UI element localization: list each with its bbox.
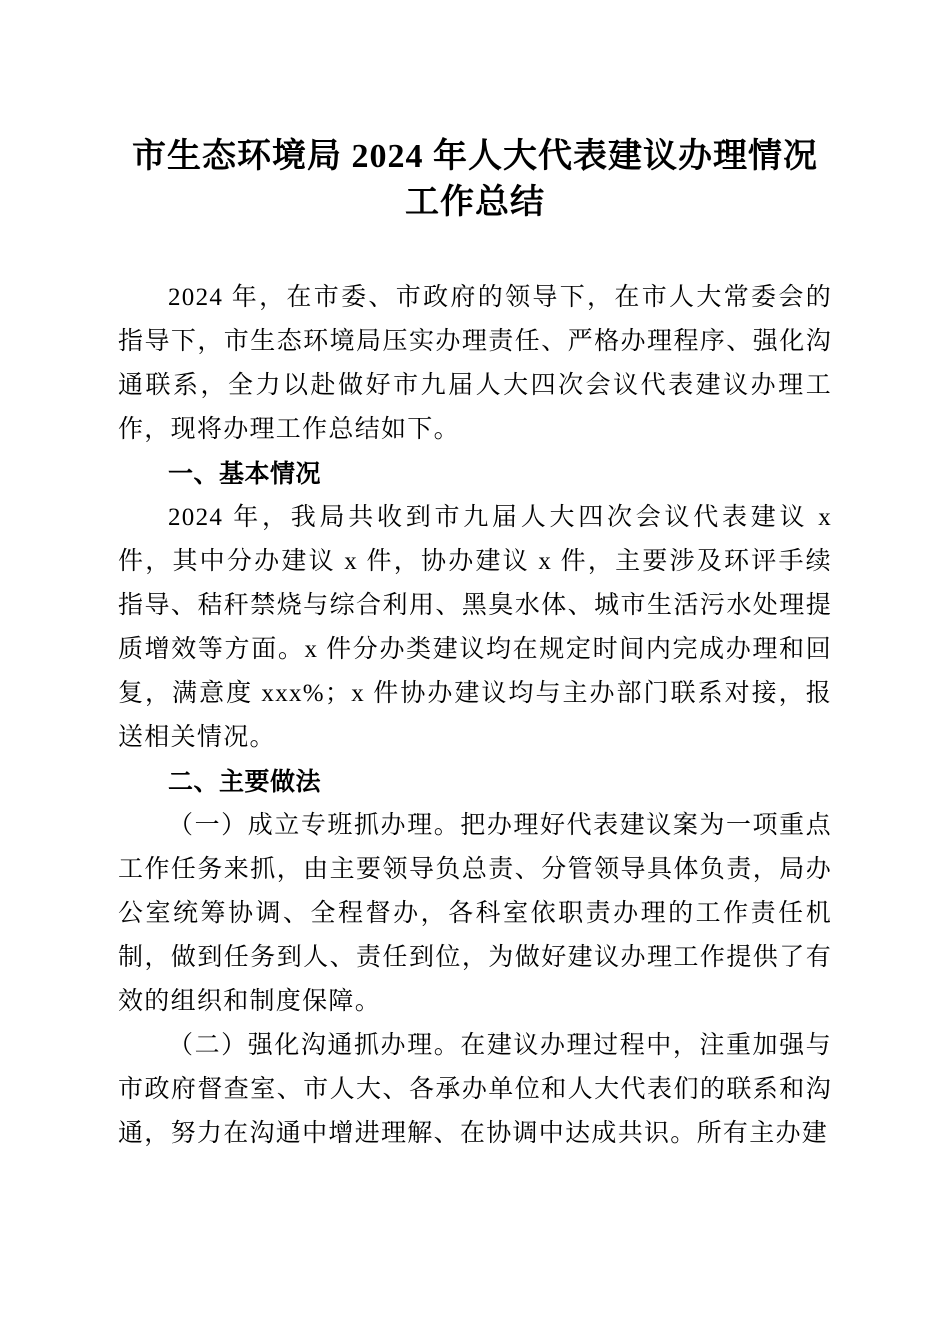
section-heading-basic-situation: 一、基本情况: [168, 460, 322, 488]
document-title: [118, 134, 832, 226]
paragraph-opening: 2024 年，在市委、市政府的领导下，在市人大常委会的指导下，市生态环境局压实办理责任、严格办理程序、强化沟通联系，全力以赴做好市九届人大四次会议代表建议办理工作，现将办理工作总结如下。: [118, 284, 832, 443]
document-title-line-2: 工作总结: [405, 184, 545, 221]
paragraph-practice-2: （二）强化沟通抓办理。在建议办理过程中，注重加强与市政府督查室、市人大、各承办单位和人大代表们的联系和沟通，努力在沟通中增进理解、在协调中达成共识。所有主办建: [118, 1032, 832, 1147]
document-body: [118, 276, 832, 1156]
paragraph-practice-1: （一）成立专班抓办理。把办理好代表建议案为一项重点工作任务来抓，由主要领导负总责、分管领导具体负责，局办公室统筹协调、全程督办，各科室依职责办理的工作责任机制，做到任务到人、责任到位，为做好建议办理工作提供了有效的组织和制度保障。: [118, 812, 832, 1015]
document-title-line-1: 市生态环境局 2024 年人大代表建议办理情况: [132, 138, 818, 175]
paragraph-basic-situation: 2024 年，我局共收到市九届人大四次会议代表建议 x 件，其中分办建议 x 件，协办建议 x 件，主要涉及环评手续指导、秸秆禁烧与综合利用、黑臭水体、城市生活污水处理提质增效等方面。x 件分办类建议均在规定时间内完成办理和回复，满意度 xxx%；x 件协办建议均与主办部门联系对接，报送相关情况。: [118, 504, 832, 751]
section-heading-main-practices: 二、主要做法: [168, 768, 322, 796]
